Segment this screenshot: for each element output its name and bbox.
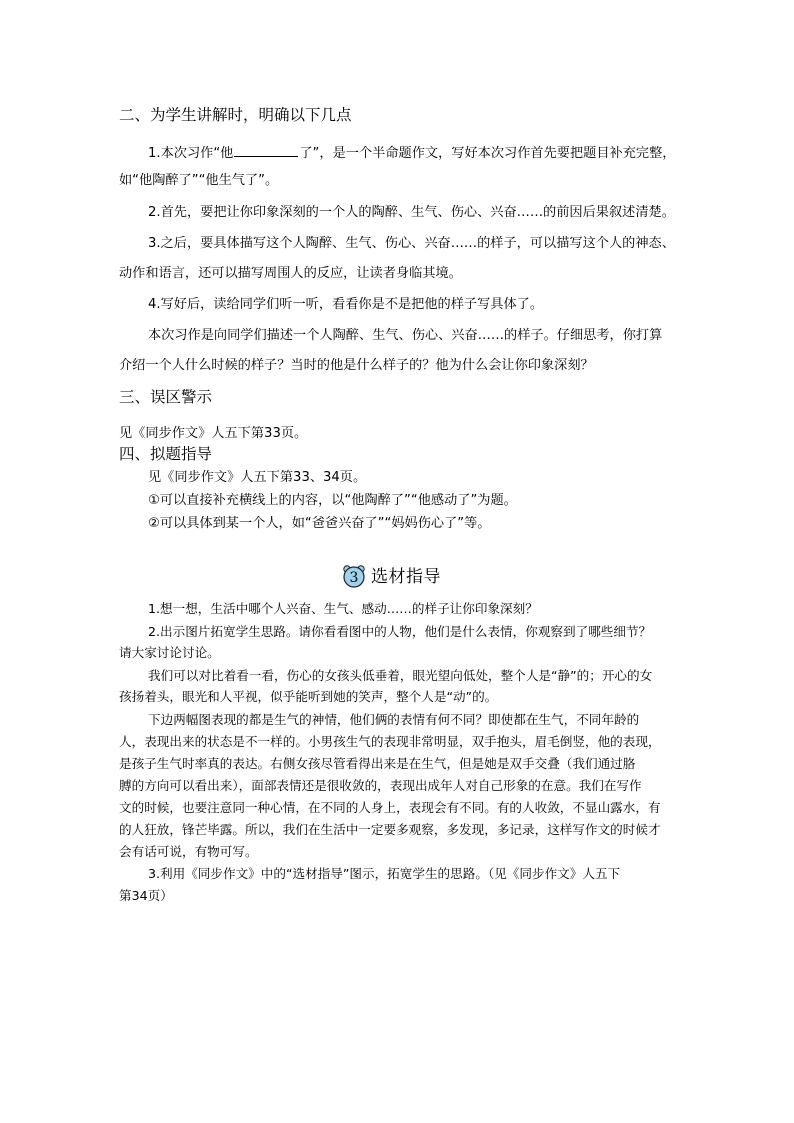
section-four-text: 见《同步作文》人五下第33、34页。 (148, 470, 367, 485)
select-section-title: 选材指导 (371, 567, 441, 587)
item-4: 4.写好后，读给同学们听一听，看看你是不是把他的样子写具体了。 (148, 297, 544, 312)
select-p4-b: 人，表现出来的状态是不一样的。小男孩生气的表现非常明显，双手抱头，眉毛倒竖，他的表现， (119, 734, 661, 749)
section-badge-heading (342, 562, 472, 592)
select-p5-b: 第34页） (119, 888, 173, 903)
numbered-circle-badge-icon (342, 564, 366, 588)
select-p2-a: 2.出示图片拓宽学生思路。请你看看图中的人物，他们是什么表情，你观察到了哪些细节？ (148, 624, 652, 639)
item-1-line (148, 144, 675, 160)
title-option-2: ②可以具体到某一个人，如“爸爸兴奋了”“妈妈伤心了”等。 (148, 516, 491, 531)
select-p4-g: 会有话可说，有物可写。 (119, 844, 258, 859)
section-three-heading: 三、误区警示 (119, 388, 213, 406)
select-p5-a: 3.利用《同步作文》中的“选材指导”图示，拓宽学生的思路。（见《同步作文》人五下 (148, 866, 621, 881)
item-3-line-a: 3.之后，要具体描写这个人陶醉、生气、伤心、兴奋……的样子，可以描写这个人的神态、 (148, 236, 675, 251)
select-p1: 1.想一想，生活中哪个人兴奋、生气、感动……的样子让你印象深刻？ (148, 601, 538, 616)
item-1-pre: 1.本次习作“他 (148, 146, 234, 161)
select-p4-f: 的人狂放，锋芒毕露。所以，我们在生活中一定要多观察，多发现，多记录，这样写作文的时候才 (119, 822, 661, 837)
select-p4-d: 膊的方向可以看出来），面部表情还是很收敛的，表现出成年人对自己形象的在意。我们在写作 (119, 778, 642, 793)
select-p4-c: 是孩子生气时率真的表达。右侧女孩尽管看得出来是在生气，但是她是双手交叠（我们通过胳 (119, 756, 636, 771)
item-3-line-b: 动作和语言，还可以描写周围人的反应，让读者身临其境。 (119, 266, 462, 281)
select-p3-a: 我们可以对比着看一看，伤心的女孩头低垂着，眼光望向低处，整个人是“静”的；开心的女 (148, 668, 653, 683)
select-p2-b: 请大家讨论讨论。 (119, 645, 220, 660)
fill-in-blank-line (234, 144, 298, 157)
select-p3-b: 孩扬着头，眼光和人平视，似乎能听到她的笑声，整个人是“动”的。 (119, 689, 498, 704)
item-1-continuation: 如“他陶醉了”“他生气了”。 (119, 173, 279, 188)
item-2: 2.首先，要把让你印象深刻的一个人的陶醉、生气、伤心、兴奋……的前因后果叙述清楚。 (148, 205, 675, 220)
section-three-text: 见《同步作文》人五下第33页。 (119, 426, 308, 441)
summary-line-a: 本次习作是向同学们描述一个人陶醉、生气、伤心、兴奋……的样子。仔细思考，你打算 (148, 328, 663, 343)
item-1-post: 了”，是一个半命题作文，写好本次习作首先要把题目补充完整， (299, 146, 676, 161)
badge-number: 3 (349, 570, 359, 586)
title-option-1: ①可以直接补充横线上的内容，以“他陶醉了”“他感动了”为题。 (148, 493, 517, 508)
section-four-heading: 四、拟题指导 (119, 445, 213, 463)
select-p4-a: 下边两幅图表现的都是生气的神情，他们俩的表情有何不同？即使都在生气，不同年龄的 (148, 712, 640, 727)
summary-line-b: 介绍一个人什么时候的样子？当时的他是什么样子的？他为什么会让你印象深刻？ (119, 358, 594, 373)
section-two-heading: 二、为学生讲解时，明确以下几点 (119, 106, 352, 124)
select-p4-e: 文的时候，也要注意同一种心情，在不同的人身上，表现会有不同。有的人收敛，不显山露水，有 (119, 800, 661, 815)
